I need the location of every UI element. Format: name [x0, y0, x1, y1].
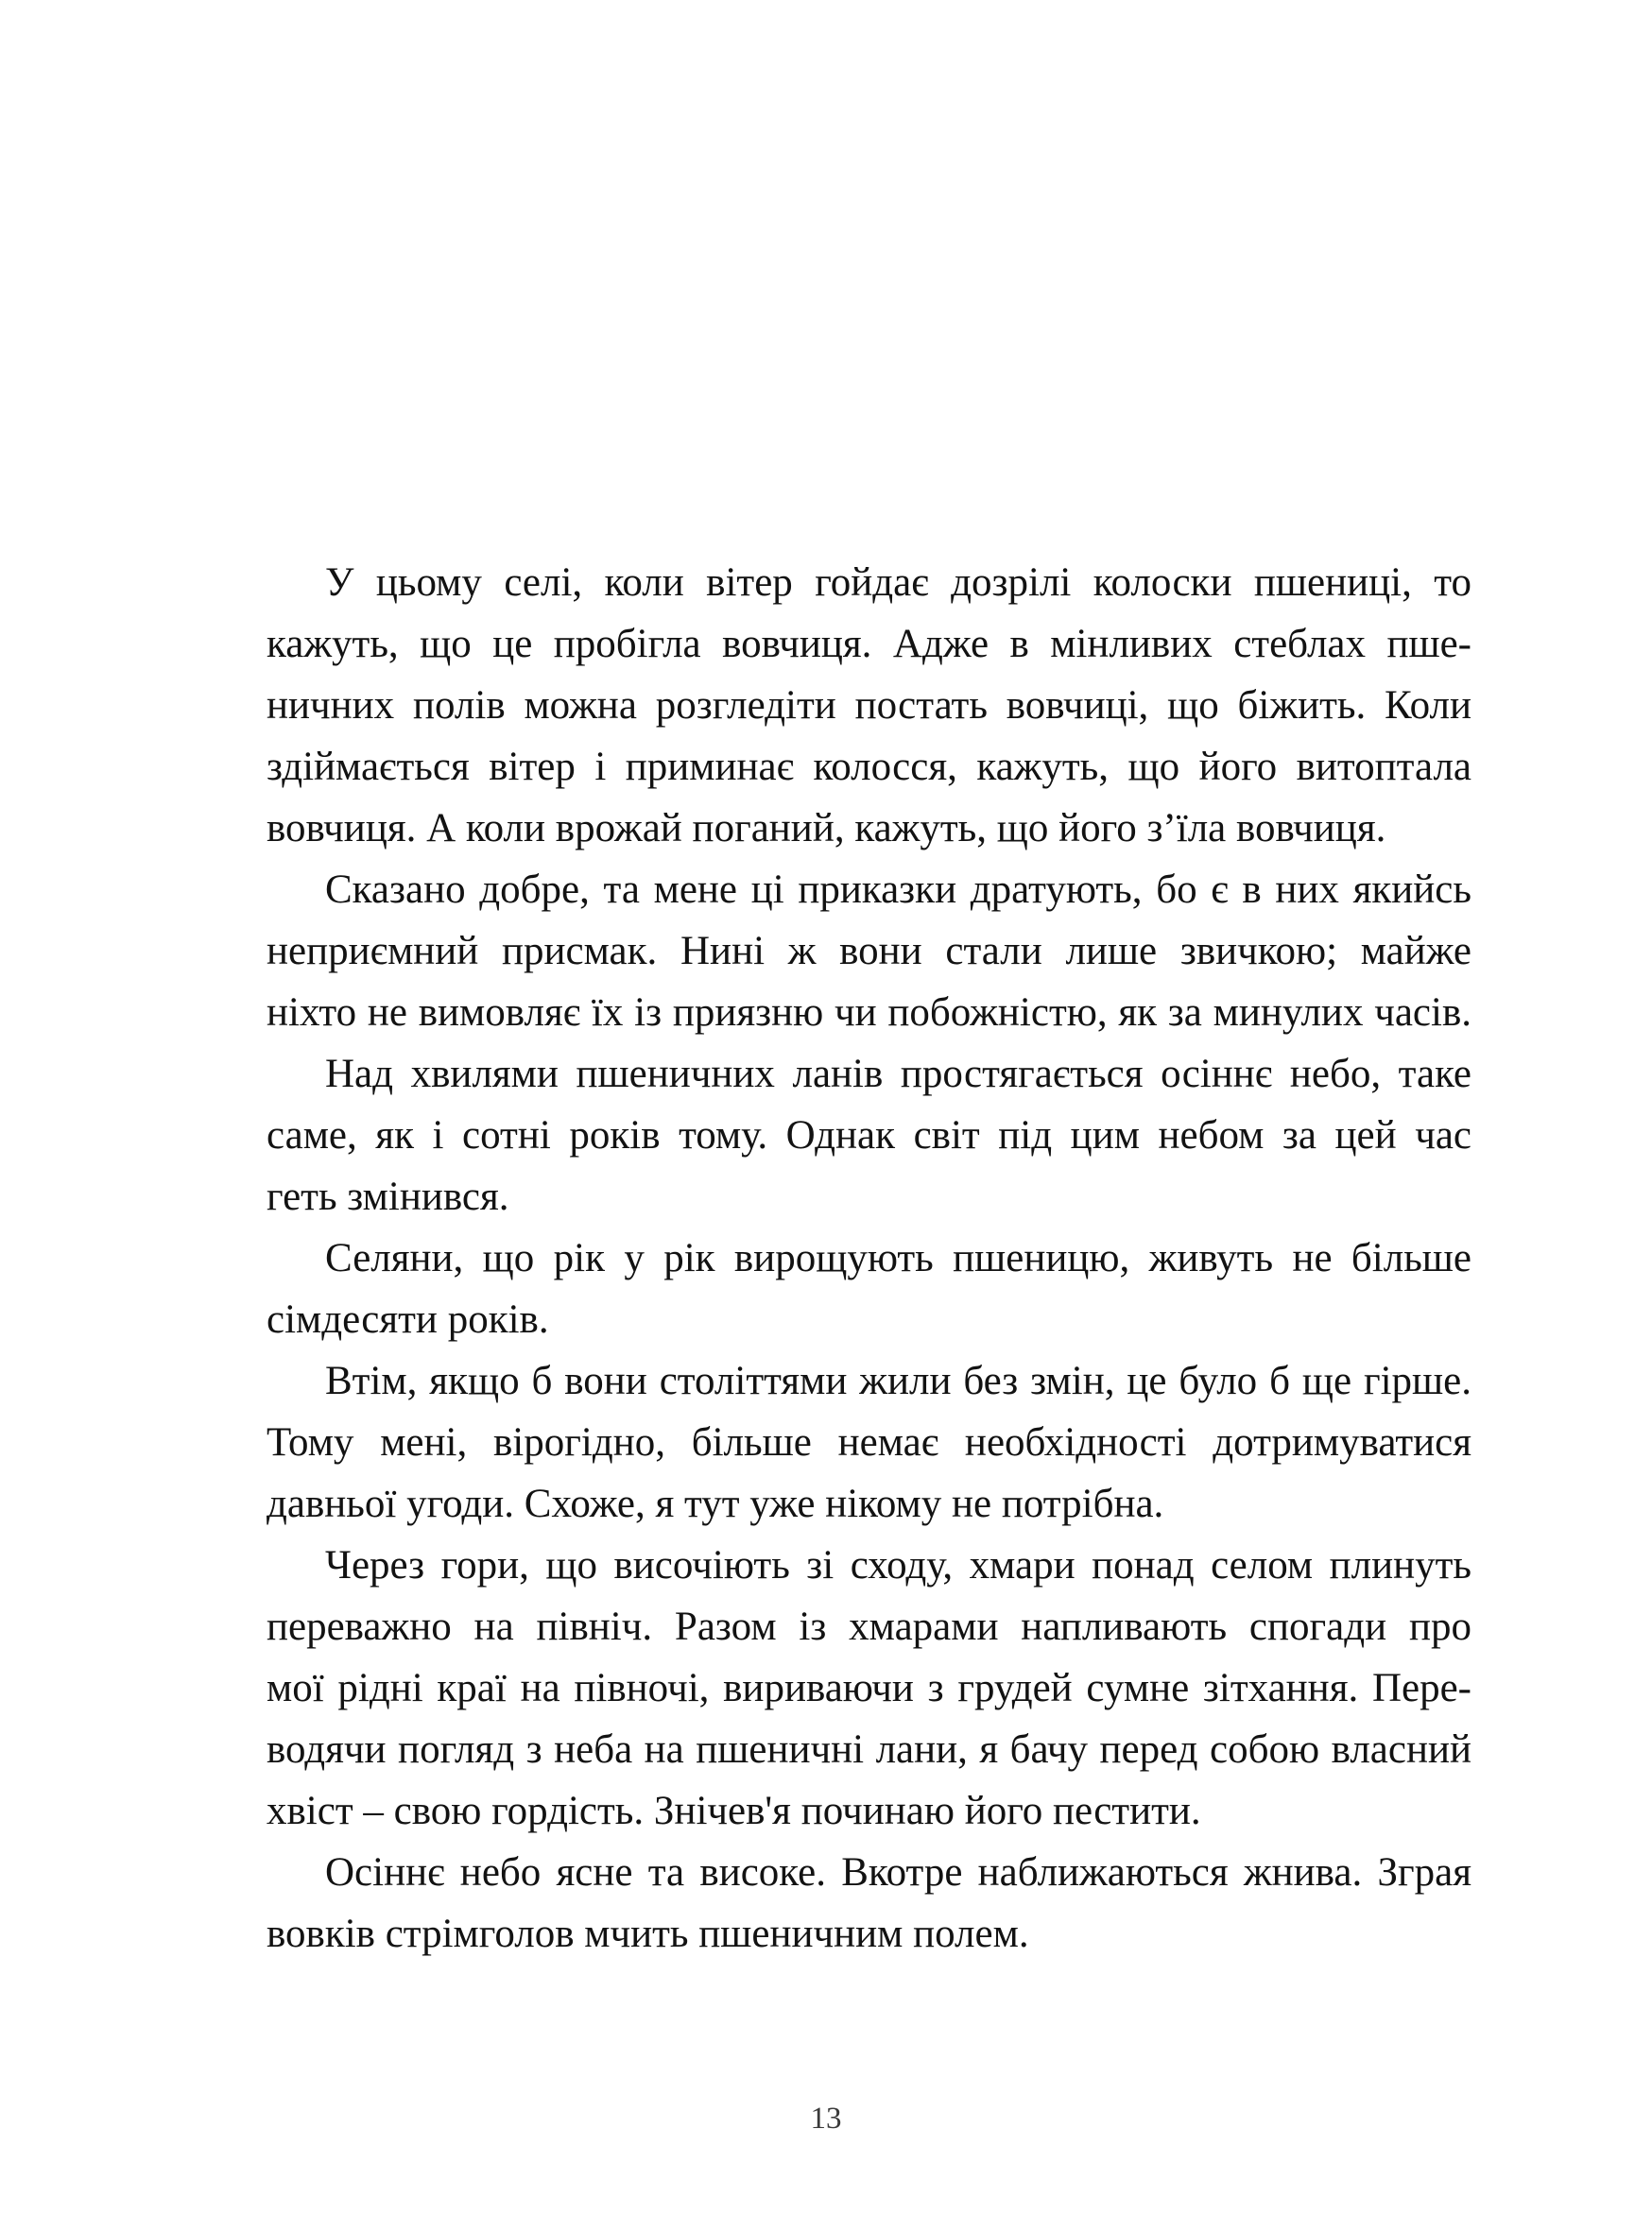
paragraph [267, 859, 1471, 1043]
body-text [267, 552, 1471, 1965]
page-number: 13 [810, 2102, 842, 2136]
text-line: саме, як і сотні років тому. Однак світ під цим небом за цей час [267, 1113, 1471, 1158]
text-line: сімдесяти років. [267, 1297, 549, 1342]
text-line: ничних полів можна розгледіти постать вовчиці, що біжить. Коли [267, 683, 1471, 728]
text-line: хвіст – свою гордість. Знічев'я починаю його пестити. [267, 1789, 1201, 1833]
text-line: мої рідні краї на півночі, вириваючи з грудей сумне зітхання. Пере- [267, 1666, 1471, 1710]
text-line: Сказано добре, та мене ці приказки дратують, бо є в них якийсь [325, 867, 1471, 912]
text-line: переважно на північ. Разом із хмарами напливають спогади про [267, 1605, 1471, 1649]
text-line: Селяни, що рік у рік вирощують пшеницю, живуть не більше [325, 1236, 1471, 1280]
text-line: Через гори, що височіють зі сходу, хмари понад селом плинуть [325, 1543, 1471, 1588]
text-line: У цьому селі, коли вітер гойдає дозрілі колоски пшениці, то [325, 560, 1471, 605]
text-line: вовчиця. А коли врожай поганий, кажуть, що його з’їла вовчиця. [267, 806, 1386, 850]
text-line: неприємний присмак. Нині ж вони стали лише звичкою; майже [267, 929, 1471, 973]
paragraph [267, 1535, 1471, 1842]
paragraph [267, 1842, 1471, 1965]
text-line: давньої угоди. Схоже, я тут уже нікому не потрібна. [267, 1482, 1164, 1526]
text-line: Втім, якщо б вони століттями жили без змін, це було б ще гірше. [325, 1359, 1471, 1403]
text-line: ніхто не вимовляє їх із приязню чи побожністю, як за минулих часів. [267, 990, 1471, 1035]
text-line: здіймається вітер і приминає колосся, кажуть, що його витоптала [267, 745, 1471, 789]
paragraph [267, 1228, 1471, 1350]
text-line: кажуть, що це пробігла вовчиця. Адже в мінливих стеблах пше- [267, 622, 1471, 666]
text-line: Осіннє небо ясне та високе. Вкотре наближаються жнива. Зграя [325, 1850, 1471, 1895]
text-line: Тому мені, вірогідно, більше немає необхідності дотримуватися [267, 1420, 1471, 1465]
paragraph [267, 1043, 1471, 1228]
text-line: геть змінився. [267, 1175, 509, 1219]
text-line: Над хвилями пшеничних ланів простягається осіннє небо, таке [325, 1052, 1471, 1096]
text-line: водячи погляд з неба на пшеничні лани, я бачу перед собою власний [267, 1727, 1471, 1772]
paragraph [267, 1350, 1471, 1535]
paragraph [267, 552, 1471, 859]
text-line: вовків стрімголов мчить пшеничним полем. [267, 1912, 1029, 1956]
